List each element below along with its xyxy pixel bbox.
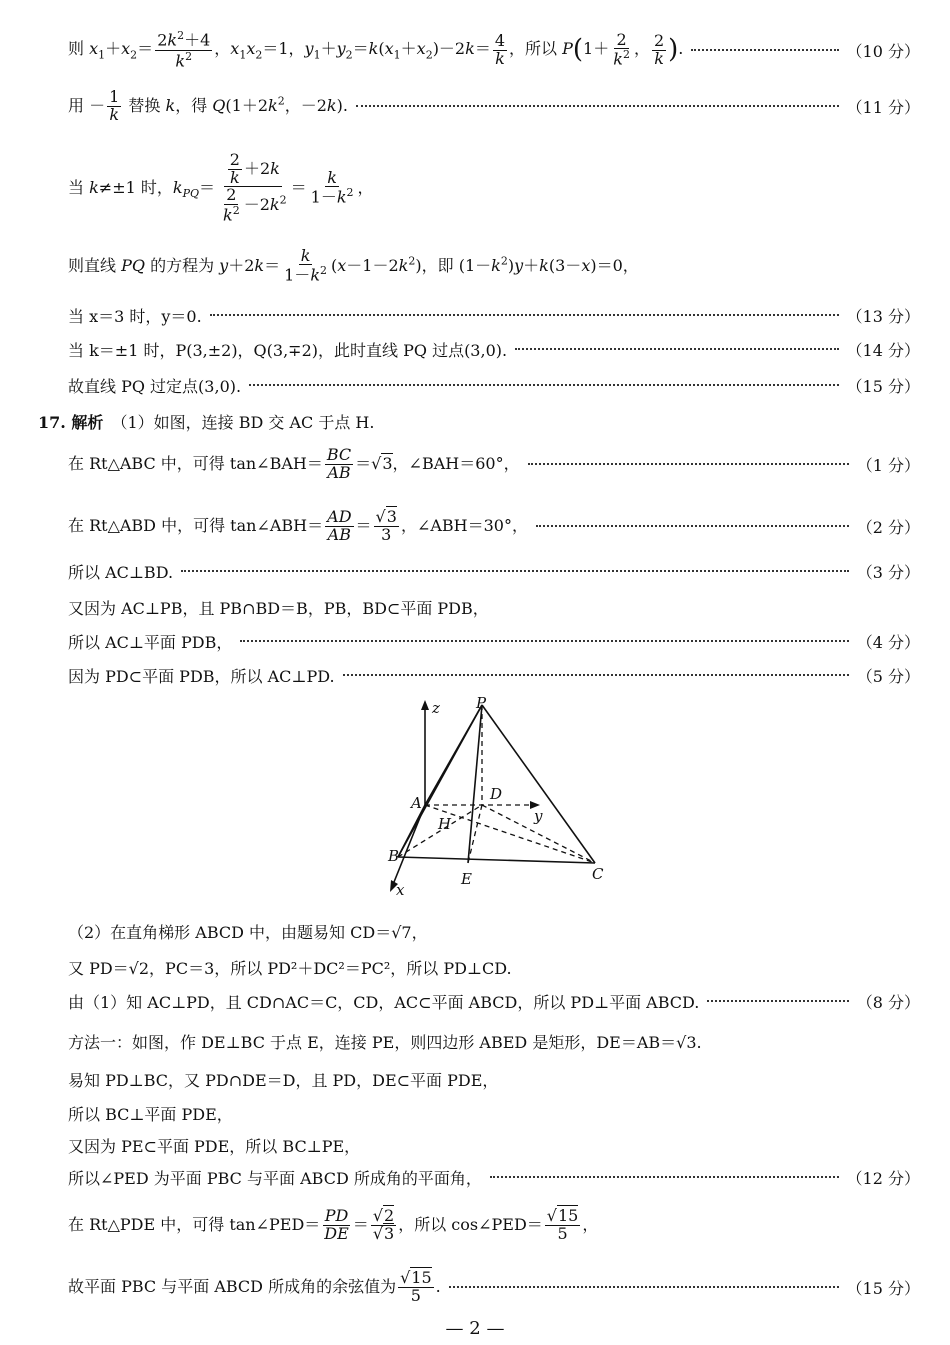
edge-AC [425, 805, 595, 863]
score: （14 分） [846, 340, 920, 360]
q17-part2-line7: 又因为 PE⊂平面 PDE，所以 BC⊥PE， [68, 1136, 361, 1156]
q17-part2-line1: （2）在直角梯形 ABCD 中，由题易知 CD＝√7， [68, 922, 428, 942]
label-D: D [490, 785, 503, 803]
score: （12 分） [846, 1168, 920, 1188]
edge-AB [398, 805, 425, 857]
line-10pts: 则 $x_1+x_2=$ $\frac{2k^2+4}{k^2}$ ，$x_1x_2=1$，$y_1+y_2=k(x_1+x_2)-2k=$ $\frac{4}{k}$ ，所以 P(1＋ $\frac{2}{k^2}$ ， $\frac{2}{k}$ ). （10 分） [68, 29, 920, 70]
q17-part2-line5: 易知 PD⊥BC，又 PD∩DE＝D，且 PD，DE⊂平面 PDE， [68, 1070, 499, 1090]
page-number: — 2 — [445, 1318, 505, 1339]
score: （8 分） [856, 992, 920, 1012]
edge-PC [482, 705, 595, 863]
line-13pts: 当 x＝3 时，y＝0. （13 分） [68, 302, 920, 328]
q17-part2-line6: 所以 BC⊥平面 PDE， [68, 1104, 233, 1124]
q17-step2: 在 Rt△ABD 中，可得 tan∠ABH＝ $\frac{AD}{AB}$ ＝ $\frac{√3}{3}$ ，∠ABH＝30°， （2 分） [68, 506, 920, 544]
score: （4 分） [856, 632, 920, 652]
score: （3 分） [856, 562, 920, 582]
label-E: E [461, 870, 472, 888]
label-P: P [476, 695, 487, 712]
label-C: C [592, 865, 604, 883]
q17-label: 17. 解析 [38, 412, 104, 432]
label-z: z [432, 699, 440, 717]
edge-BC [398, 857, 595, 863]
q17-part2-line9: 在 Rt△PDE 中，可得 tan∠PED＝ $\frac{PD}{DE}$ ＝ $\frac{√2}{√3}$ ，所以 cos∠PED＝ $\frac{√15}{5}$ ， [68, 1205, 599, 1243]
label-B: B [388, 847, 400, 865]
line-pq-equation: 则直线 PQ 的方程为 y＋2k＝ $\frac{k}{1-k^2}$ $(x-1-2k^2)$，即 $(1-k^2)y+k(3-x)=0$， [68, 245, 639, 285]
axis-z-arrow [421, 700, 429, 710]
q17-heading: 17. 解析 （1）如图，连接 BD 交 AC 于点 H. [38, 412, 375, 432]
q17-part2-line3: 由（1）知 AC⊥PD，且 CD∩AC＝C，CD，AC⊂平面 ABCD，所以 PD⊥平面 ABCD. （8 分） [68, 988, 920, 1014]
score: （15 分） [846, 1278, 920, 1298]
q17-step6: 因为 PD⊂平面 PDB，所以 AC⊥PD. （5 分） [68, 662, 920, 688]
score: （15 分） [846, 376, 920, 396]
q17-step5: 所以 AC⊥平面 PDB， （4 分） [68, 628, 920, 654]
edge-PE [468, 705, 482, 863]
score: （10 分） [846, 41, 920, 61]
line-14pts: 当 k＝±1 时，P(3,±2)，Q(3,∓2)，此时直线 PQ 过点(3,0). （14 分） [68, 336, 920, 362]
score: （11 分） [846, 97, 920, 117]
q17-part2-line8: 所以∠PED 为平面 PBC 与平面 ABCD 所成角的平面角， （12 分） [68, 1164, 920, 1190]
score: （2 分） [856, 517, 920, 537]
q17-part2-line4: 方法一：如图，作 DE⊥BC 于点 E，连接 PE，则四边形 ABED 是矩形，DE＝AB＝√3. [68, 1032, 702, 1052]
pyramid-figure [380, 695, 620, 900]
line-15pts: 故直线 PQ 过定点(3,0). （15 分） [68, 372, 920, 398]
label-A: A [411, 794, 422, 812]
q17-step3: 所以 AC⊥BD. （3 分） [68, 558, 920, 584]
score: （1 分） [856, 455, 920, 475]
q17-part2-line10: 故平面 PBC 与平面 ABCD 所成角的余弦值为 $\frac{√15}{5}$ . （15 分） [68, 1267, 920, 1305]
label-x: x [396, 881, 405, 899]
q17-part2-line2: 又 PD＝√2，PC＝3，所以 PD²＋DC²＝PC²，所以 PD⊥CD. [68, 958, 512, 978]
label-y: y [534, 807, 543, 825]
line-kpq: 当 k≠±1 时，$k_{PQ}=$ $\frac{2}{k}$ ＋2k $\frac{2}{k^2}$ $-2k^2$ ＝ $\frac{k}{1-k^2}$ ， [68, 149, 374, 225]
line-11pts: 用 － $\frac{1}{k}$ 替换 k，得 $Q(1+2k^2$，－2k). （11 分） [68, 86, 920, 124]
label-H: H [438, 815, 452, 833]
q17-step4: 又因为 AC⊥PB，且 PB∩BD＝B，PB，BD⊂平面 PDB， [68, 598, 489, 618]
score: （13 分） [846, 306, 920, 326]
score: （5 分） [856, 666, 920, 686]
q17-step1: 在 Rt△ABC 中，可得 tan∠BAH＝ $\frac{BC}{AB}$ ＝√3，∠BAH＝60°， （1 分） [68, 444, 920, 482]
